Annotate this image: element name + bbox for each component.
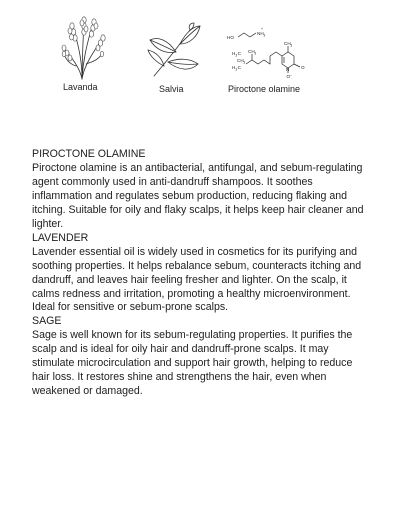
lavender-heading: LAVENDER [32,231,89,244]
ch3-top-sub-text: 3 [290,43,293,48]
piroctone-label: Piroctone olamine [228,84,301,94]
ch3-mid-sub-text: 3 [254,51,257,56]
sage-illustration [146,22,202,78]
sage-heading: SAGE [32,315,62,328]
h3c-b-text: H [232,65,236,70]
piroctone-heading: PIROCTONE OLAMINE [32,148,146,160]
sage-leaves-icon [146,22,202,78]
illustrations-row [0,0,416,110]
o-ring-text: O [301,65,305,70]
n-text: N [286,67,290,72]
nh3-plus-text: + [261,27,263,31]
h3c-b-sub-text: 3 [235,67,238,72]
o-minus-text: O [286,74,291,79]
piroctone-structure [224,24,314,82]
piroctone-description: Piroctone olamine is an antibacterial, antifungal, and sebum-regulating agent commonly used in anti-dandruff shampoos. It soothes inflammation and regulates sebum production, reducing flaking and itching. Suitable for oily and flaky scalps, it helps keep hair cleaner and lighter. [32,161,364,230]
sage-label: Salvia [159,84,184,94]
h3c-a-text: H [232,51,236,56]
sage-description: Sage is well known for its sebum-regulating properties. It purifies the scalp and is ideal for oily hair and dandruff-prone scalps. It may stimulate microcirculation and support hair growth, helping to reduce hair loss. It restores shine and strengthens the hair, even when weakened or damaged. [32,329,353,398]
h3c-a-sub-text: 3 [235,53,238,58]
lavender-illustration [58,14,114,80]
lavender-label: Lavanda [63,82,98,92]
ch3-low-text: CH [237,58,244,63]
nh3-sub-text: 3 [263,33,266,38]
o-minus-sign-text: − [290,74,292,78]
h3c-a-c-text: C [237,51,241,56]
piroctone-molecule-icon [224,24,314,82]
ho-text: HO [227,35,234,40]
h3c-b-c-text: C [237,65,241,70]
ch3-low-sub-text: 3 [243,60,246,65]
nh3-text: NH [257,31,264,36]
lavender-sprig-icon [58,14,114,80]
ch3-top-text: CH [284,41,291,46]
lavender-description: Lavender essential oil is widely used in cosmetics for its purifying and soothing properties. It helps rebalance sebum, counteracts itching and dandruff, and leaves hair feeling fresher and lighter. On the scalp, it calms redness and irritation, promoting a healthy microenvironment. Ideal for sensitive or sebum-prone scalps. [32,245,362,314]
ingredients-text [32,148,370,399]
ch3-mid-text: CH [248,49,255,54]
